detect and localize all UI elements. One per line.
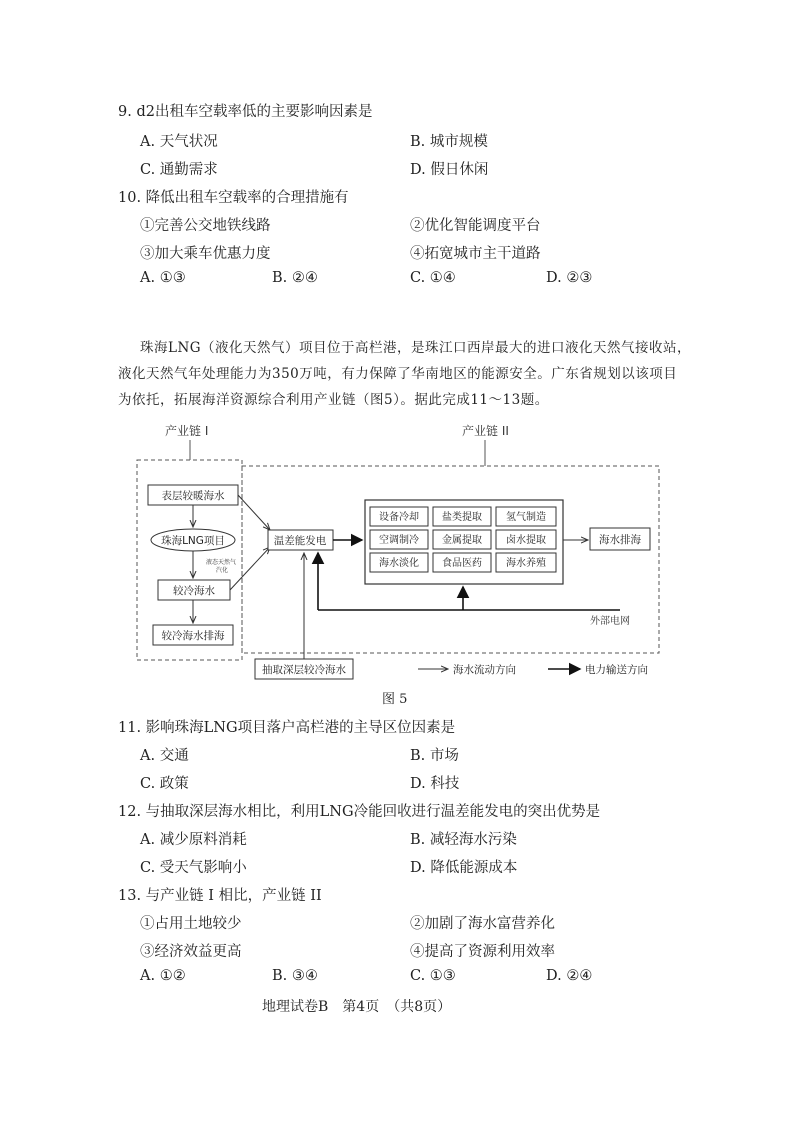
q13-option-d: D. ②④ (546, 968, 593, 984)
q10-item-3: ③加大乘车优惠力度 (140, 246, 271, 262)
arrow-colder-to-power (230, 547, 270, 590)
regas-note-line1: 液态天然气 (206, 559, 237, 566)
q10-option-b: B. ②④ (272, 270, 318, 286)
page-footer: 地理试卷B 第4页 （共8页） (262, 999, 452, 1015)
q12-option-c: C. 受天气影响小 (140, 860, 247, 876)
regas-note-line2: 汽化 (216, 567, 229, 574)
q10-item-2: ②优化智能调度平台 (410, 218, 541, 234)
industry-cell-label: 金属提取 (442, 535, 482, 546)
q12-option-b: B. 减轻海水污染 (410, 832, 517, 848)
colder-water-label: 较冷海水 (173, 585, 215, 597)
figure-caption: 图 5 (382, 692, 408, 707)
q11-option-a: A. 交通 (140, 748, 189, 764)
q10-stem: 10. 降低出租车空载率的合理措施有 (118, 190, 349, 206)
q12-stem: 12. 与抽取深层海水相比，利用LNG冷能回收进行温差能发电的突出优势是 (118, 804, 601, 820)
q10-item-1: ①完善公交地铁线路 (140, 218, 271, 234)
industry-cell-label: 食品医药 (442, 558, 482, 569)
q10-option-c: C. ①④ (410, 270, 456, 286)
q13-option-b: B. ③④ (272, 968, 318, 984)
q9-option-c: C. 通勤需求 (140, 162, 218, 178)
industrial-chain-diagram (0, 410, 800, 710)
q10-option-a: A. ①③ (140, 270, 186, 286)
passage-line-3: 为依托，拓展海洋资源综合利用产业链（图5）。据此完成11～13题。 (118, 392, 549, 408)
q12-option-a: A. 减少原料消耗 (140, 832, 247, 848)
lng-project-label: 珠海LNG项目 (161, 535, 225, 547)
q11-option-b: B. 市场 (410, 748, 459, 764)
arrow-surface-to-power (238, 495, 270, 530)
q12-option-d: D. 降低能源成本 (410, 860, 518, 876)
q13-item-4: ④提高了资源利用效率 (410, 944, 555, 960)
legend-water-label: 海水流动方向 (453, 664, 516, 676)
q11-stem: 11. 影响珠海LNG项目落户高栏港的主导区位因素是 (118, 720, 456, 736)
q9-stem: 9. d2出租车空载率低的主要影响因素是 (118, 104, 373, 120)
industry-cell-label: 设备冷却 (379, 512, 419, 523)
q13-item-3: ③经济效益更高 (140, 944, 242, 960)
passage-line-1: 珠海LNG（液化天然气）项目位于高栏港，是珠江口西岸最大的进口液化天然气接收站， (140, 340, 692, 356)
q9-option-b: B. 城市规模 (410, 134, 488, 150)
industry-cell-label: 海水淡化 (379, 558, 419, 569)
seawater-discharge-label: 海水排海 (599, 534, 641, 546)
q13-stem: 13. 与产业链 I 相比，产业链 II (118, 888, 322, 904)
q9-option-a: A. 天气状况 (140, 134, 218, 150)
passage-line-2: 液化天然气年处理能力为350万吨，有力保障了华南地区的能源安全。广东省规划以该项目 (118, 366, 678, 382)
industry-cell-label: 卤水提取 (506, 535, 546, 546)
q10-item-4: ④拓宽城市主干道路 (410, 246, 541, 262)
q13-item-2: ②加剧了海水富营养化 (410, 916, 555, 932)
q13-option-c: C. ①③ (410, 968, 456, 984)
q13-option-a: A. ①② (140, 968, 186, 984)
q13-item-1: ①占用土地较少 (140, 916, 242, 932)
legend-power-label: 电力输送方向 (585, 664, 648, 676)
q10-option-d: D. ②③ (546, 270, 593, 286)
industry-cell-label: 海水养殖 (506, 558, 546, 569)
cold-discharge-label: 较冷海水排海 (161, 630, 225, 642)
industry-cell-label: 盐类提取 (442, 512, 482, 523)
industry-cell-label: 空调制冷 (379, 535, 419, 546)
deep-water-label: 抽取深层较冷海水 (262, 664, 346, 676)
power-generation-label: 温差能发电 (273, 535, 327, 547)
external-grid-label: 外部电网 (590, 616, 630, 627)
q9-option-d: D. 假日休闲 (410, 162, 489, 178)
chain1-label: 产业链 I (165, 424, 209, 438)
industry-cell-label: 氢气制造 (506, 512, 546, 523)
q11-option-d: D. 科技 (410, 776, 460, 792)
surface-water-label: 表层较暖海水 (161, 490, 225, 502)
chain2-label: 产业链 II (462, 424, 509, 438)
q11-option-c: C. 政策 (140, 776, 189, 792)
